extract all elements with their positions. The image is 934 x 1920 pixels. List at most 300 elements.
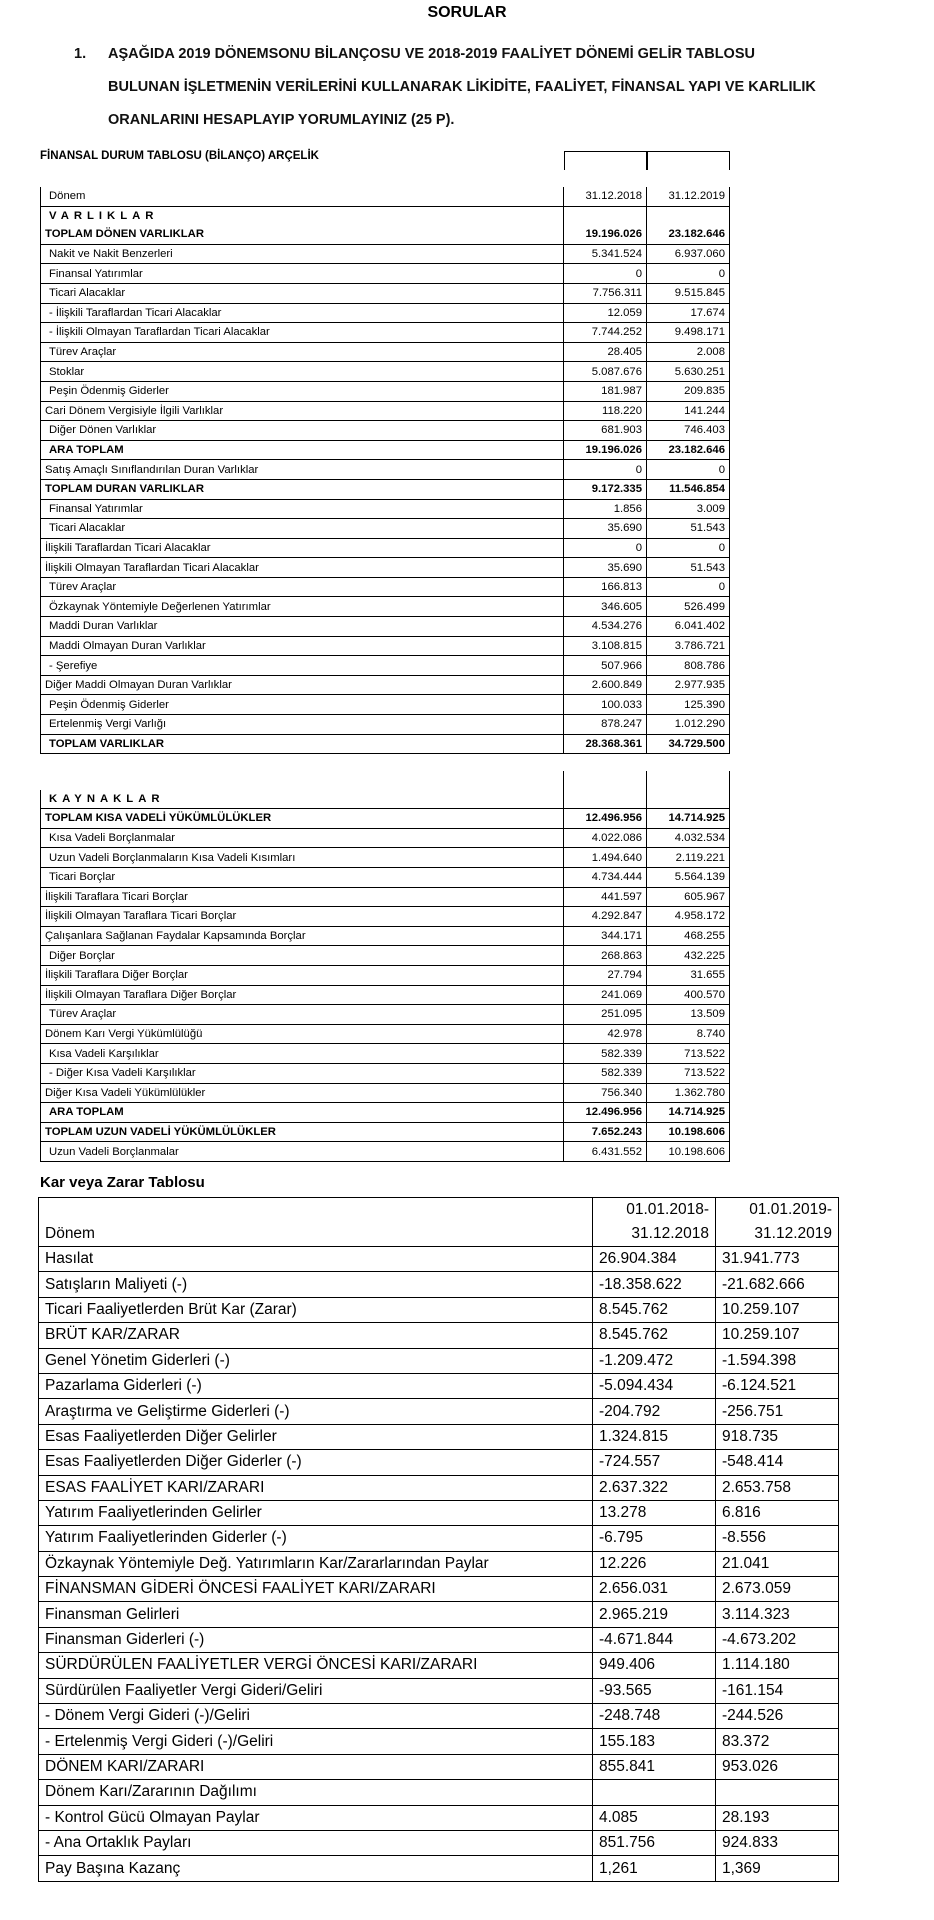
asset-row-value-2: 2.977.935	[647, 675, 730, 695]
liability-row-value-1: 441.597	[564, 887, 647, 907]
liability-row-label: Uzun Vadeli Borçlanmaların Kısa Vadeli Kısımları	[41, 848, 564, 868]
liability-row-label: ARA TOPLAM	[41, 1103, 564, 1123]
asset-row-value-1: 19.196.026	[564, 440, 647, 460]
asset-row-value-1: 1.856	[564, 499, 647, 519]
question-text	[74, 38, 854, 137]
income-row-label: FİNANSMAN GİDERİ ÖNCESİ FAALİYET KARI/ZARARI	[39, 1577, 593, 1602]
liability-row	[41, 867, 730, 887]
liability-row-label: Kısa Vadeli Karşılıklar	[41, 1044, 564, 1064]
period-row-value-2: 31.12.2019	[647, 187, 730, 206]
income-row-label: Hasılat	[39, 1247, 593, 1272]
liability-row-label: İlişkili Olmayan Taraflara Ticari Borçlar	[41, 907, 564, 927]
asset-row-value-2: 9.498.171	[647, 323, 730, 343]
asset-row-value-1: 9.172.335	[564, 479, 647, 499]
income-row-value-1: -4.671.844	[593, 1627, 716, 1652]
liability-row-value-2: 2.119.221	[647, 848, 730, 868]
asset-row-value-1: 5.087.676	[564, 362, 647, 382]
income-row-value-2: 1.114.180	[716, 1653, 839, 1678]
income-row-value-2: 10.259.107	[716, 1297, 839, 1322]
income-row-value-2	[716, 1780, 839, 1805]
income-row	[39, 1653, 839, 1678]
liability-row	[41, 965, 730, 985]
income-statement-table	[38, 1197, 839, 1882]
income-row-value-1: -724.557	[593, 1450, 716, 1475]
income-col-1-line-1: 01.01.2018-	[626, 1201, 709, 1218]
liability-row-value-1: 4.734.444	[564, 867, 647, 887]
asset-row-label: Özkaynak Yöntemiyle Değerlenen Yatırımlar	[41, 597, 564, 617]
income-row-label: Dönem Karı/Zararının Dağılımı	[39, 1780, 593, 1805]
asset-row-value-1: 100.033	[564, 695, 647, 715]
income-col-2-line-1: 01.01.2019-	[749, 1201, 832, 1218]
asset-row	[41, 342, 730, 362]
income-row	[39, 1805, 839, 1830]
liability-row-label: Diğer Kısa Vadeli Yükümlülükler	[41, 1083, 564, 1103]
liabilities-spacer-label	[41, 771, 564, 790]
income-row-value-1: 12.226	[593, 1551, 716, 1576]
income-row-value-2: -161.154	[716, 1678, 839, 1703]
asset-row-value-2: 125.390	[647, 695, 730, 715]
balance-header-box-2	[646, 151, 730, 170]
income-row-value-2: -548.414	[716, 1450, 839, 1475]
income-row	[39, 1856, 839, 1881]
asset-row-label: - Şerefiye	[41, 656, 564, 676]
income-row-value-2: 924.833	[716, 1830, 839, 1855]
asset-row-value-2: 11.546.854	[647, 479, 730, 499]
liability-row	[41, 926, 730, 946]
liability-row-label: İlişkili Taraflara Ticari Borçlar	[41, 887, 564, 907]
asset-row-label: Ticari Alacaklar	[41, 519, 564, 539]
liability-row-value-1: 251.095	[564, 1005, 647, 1025]
income-row-value-2: -21.682.666	[716, 1272, 839, 1297]
asset-row-value-1: 181.987	[564, 381, 647, 401]
asset-row-value-1: 346.605	[564, 597, 647, 617]
income-row	[39, 1475, 839, 1500]
liability-row	[41, 809, 730, 829]
income-row	[39, 1297, 839, 1322]
asset-row	[41, 656, 730, 676]
asset-row-label: İlişkili Taraflardan Ticari Alacaklar	[41, 538, 564, 558]
asset-row	[41, 401, 730, 421]
asset-row	[41, 519, 730, 539]
liabilities-section-header	[41, 790, 730, 809]
liability-row	[41, 1103, 730, 1123]
liability-row-value-2: 713.522	[647, 1063, 730, 1083]
asset-row-value-1: 0	[564, 460, 647, 480]
asset-row-value-1: 118.220	[564, 401, 647, 421]
liability-row-value-1: 344.171	[564, 926, 647, 946]
asset-row-label: - İlişkili Olmayan Taraflardan Ticari Alacaklar	[41, 323, 564, 343]
income-row-label: Finansman Gelirleri	[39, 1602, 593, 1627]
asset-row-value-2: 23.182.646	[647, 440, 730, 460]
asset-row	[41, 381, 730, 401]
liability-row	[41, 1142, 730, 1162]
liability-row	[41, 1063, 730, 1083]
asset-row	[41, 440, 730, 460]
income-row-label: Ticari Faaliyetlerden Brüt Kar (Zarar)	[39, 1297, 593, 1322]
income-row-label: Yatırım Faaliyetlerinden Gelirler	[39, 1500, 593, 1525]
asset-row-value-1: 166.813	[564, 577, 647, 597]
asset-row-label: Finansal Yatırımlar	[41, 499, 564, 519]
asset-row-label: Ertelenmiş Vergi Varlığı	[41, 715, 564, 735]
asset-row	[41, 362, 730, 382]
liability-row-value-1: 756.340	[564, 1083, 647, 1103]
liability-row-label: TOPLAM KISA VADELİ YÜKÜMLÜLÜKLER	[41, 809, 564, 829]
income-row-value-2: 2.653.758	[716, 1475, 839, 1500]
liability-row-label: TOPLAM UZUN VADELİ YÜKÜMLÜLÜKLER	[41, 1122, 564, 1142]
asset-row-value-2: 17.674	[647, 303, 730, 323]
income-col-1-line-2: 31.12.2018	[631, 1225, 709, 1242]
asset-row	[41, 734, 730, 754]
liability-row-value-2: 10.198.606	[647, 1142, 730, 1162]
income-row	[39, 1500, 839, 1525]
asset-row-label: TOPLAM DÖNEN VARLIKLAR	[41, 225, 564, 244]
asset-row	[41, 577, 730, 597]
liability-row	[41, 907, 730, 927]
asset-row-value-2: 23.182.646	[647, 225, 730, 244]
liabilities-section-header-value-1	[564, 790, 647, 809]
income-row	[39, 1450, 839, 1475]
asset-row-value-1: 7.744.252	[564, 323, 647, 343]
asset-row-value-1: 2.600.849	[564, 675, 647, 695]
income-row-value-2: 10.259.107	[716, 1323, 839, 1348]
liability-row-value-2: 10.198.606	[647, 1122, 730, 1142]
liability-row-value-2: 13.509	[647, 1005, 730, 1025]
asset-row-value-2: 6.937.060	[647, 244, 730, 264]
income-row	[39, 1272, 839, 1297]
liabilities-spacer-value-2	[647, 771, 730, 790]
income-period-label: Dönem	[39, 1198, 593, 1247]
income-row-value-2: -6.124.521	[716, 1373, 839, 1398]
asset-row-label: ARA TOPLAM	[41, 440, 564, 460]
income-row-value-1: -1.209.472	[593, 1348, 716, 1373]
asset-row	[41, 244, 730, 264]
asset-row	[41, 421, 730, 441]
asset-row-label: Stoklar	[41, 362, 564, 382]
income-row-label: Esas Faaliyetlerden Diğer Gelirler	[39, 1424, 593, 1449]
balance-sheet-liabilities-table	[40, 771, 730, 1162]
assets-section-header-label: VARLIKLAR	[41, 206, 564, 225]
income-row	[39, 1729, 839, 1754]
asset-row-value-2: 34.729.500	[647, 734, 730, 754]
asset-row-value-1: 0	[564, 264, 647, 284]
liability-row-value-2: 713.522	[647, 1044, 730, 1064]
income-row-value-2: 83.372	[716, 1729, 839, 1754]
asset-row-value-1: 5.341.524	[564, 244, 647, 264]
income-header-row	[39, 1198, 839, 1247]
income-row-value-2: -4.673.202	[716, 1627, 839, 1652]
asset-row-label: Maddi Olmayan Duran Varlıklar	[41, 636, 564, 656]
income-row	[39, 1348, 839, 1373]
income-row-label: - Ertelenmiş Vergi Gideri (-)/Geliri	[39, 1729, 593, 1754]
liability-row-label: Ticari Borçlar	[41, 867, 564, 887]
asset-row-label: Diğer Dönen Varlıklar	[41, 421, 564, 441]
liability-row-value-1: 27.794	[564, 965, 647, 985]
asset-row-value-2: 0	[647, 577, 730, 597]
income-row-value-2: 6.816	[716, 1500, 839, 1525]
income-row	[39, 1323, 839, 1348]
asset-row-label: Nakit ve Nakit Benzerleri	[41, 244, 564, 264]
asset-row-label: Türev Araçlar	[41, 577, 564, 597]
asset-row	[41, 715, 730, 735]
income-col-2-line-2: 31.12.2019	[754, 1225, 832, 1242]
income-row-value-1: 855.841	[593, 1754, 716, 1779]
income-row	[39, 1754, 839, 1779]
income-row-value-2: 918.735	[716, 1424, 839, 1449]
income-row-label: ESAS FAALİYET KARI/ZARARI	[39, 1475, 593, 1500]
asset-row	[41, 283, 730, 303]
liability-row-value-1: 582.339	[564, 1063, 647, 1083]
income-row	[39, 1577, 839, 1602]
asset-row-label: Peşin Ödenmiş Giderler	[41, 381, 564, 401]
income-row-value-1: 4.085	[593, 1805, 716, 1830]
income-row-value-2: 28.193	[716, 1805, 839, 1830]
income-row	[39, 1424, 839, 1449]
liability-row-value-2: 1.362.780	[647, 1083, 730, 1103]
liabilities-spacer	[41, 771, 730, 790]
liability-row-label: Uzun Vadeli Borçlanmalar	[41, 1142, 564, 1162]
liability-row-value-2: 605.967	[647, 887, 730, 907]
asset-row-label: Cari Dönem Vergisiyle İlgili Varlıklar	[41, 401, 564, 421]
liability-row-label: Diğer Borçlar	[41, 946, 564, 966]
income-row-value-2: -244.526	[716, 1704, 839, 1729]
period-row	[41, 187, 730, 206]
income-row	[39, 1780, 839, 1805]
liability-row-value-2: 5.564.139	[647, 867, 730, 887]
income-row-label: Finansman Giderleri (-)	[39, 1627, 593, 1652]
income-row-value-1: -18.358.622	[593, 1272, 716, 1297]
asset-row-value-2: 526.499	[647, 597, 730, 617]
asset-row	[41, 499, 730, 519]
income-row-value-1: 155.183	[593, 1729, 716, 1754]
asset-row	[41, 323, 730, 343]
income-row-label: - Dönem Vergi Gideri (-)/Geliri	[39, 1704, 593, 1729]
income-row	[39, 1399, 839, 1424]
asset-row	[41, 558, 730, 578]
asset-row-label: İlişkili Olmayan Taraflardan Ticari Alacaklar	[41, 558, 564, 578]
income-row-label: Pazarlama Giderleri (-)	[39, 1373, 593, 1398]
income-row-label: BRÜT KAR/ZARAR	[39, 1323, 593, 1348]
assets-section-header-value-2	[647, 206, 730, 225]
asset-row-label: Peşin Ödenmiş Giderler	[41, 695, 564, 715]
asset-row-value-2: 808.786	[647, 656, 730, 676]
liability-row	[41, 828, 730, 848]
income-row-value-1: 2.637.322	[593, 1475, 716, 1500]
period-row-label: Dönem	[41, 187, 564, 206]
asset-row-value-2: 1.012.290	[647, 715, 730, 735]
liability-row	[41, 1122, 730, 1142]
asset-row-value-2: 6.041.402	[647, 617, 730, 637]
income-row-label: Genel Yönetim Giderleri (-)	[39, 1348, 593, 1373]
asset-row-value-2: 0	[647, 264, 730, 284]
asset-row-value-1: 4.534.276	[564, 617, 647, 637]
liability-row-value-1: 7.652.243	[564, 1122, 647, 1142]
liability-row-value-1: 4.292.847	[564, 907, 647, 927]
income-row-value-2: 31.941.773	[716, 1247, 839, 1272]
asset-row-label: TOPLAM DURAN VARLIKLAR	[41, 479, 564, 499]
income-row-label: Araştırma ve Geliştirme Giderleri (-)	[39, 1399, 593, 1424]
asset-row-label: Türev Araçlar	[41, 342, 564, 362]
asset-row-value-1: 681.903	[564, 421, 647, 441]
income-row-value-1: 8.545.762	[593, 1297, 716, 1322]
asset-row-value-1: 507.966	[564, 656, 647, 676]
asset-row-value-2: 0	[647, 460, 730, 480]
asset-row	[41, 460, 730, 480]
income-row-label: SÜRDÜRÜLEN FAALİYETLER VERGİ ÖNCESİ KARI/ZARARI	[39, 1653, 593, 1678]
liability-row-value-2: 468.255	[647, 926, 730, 946]
question-line-1: AŞAĞIDA 2019 DÖNEMSONU BİLANÇOSU VE 2018-2019 FAALİYET DÖNEMİ GELİR TABLOSU	[108, 46, 755, 62]
asset-row	[41, 225, 730, 244]
income-row	[39, 1627, 839, 1652]
income-row-value-2: -1.594.398	[716, 1348, 839, 1373]
income-row-label: - Kontrol Gücü Olmayan Paylar	[39, 1805, 593, 1830]
asset-row	[41, 636, 730, 656]
income-row-label: Esas Faaliyetlerden Diğer Giderler (-)	[39, 1450, 593, 1475]
liability-row-label: Kısa Vadeli Borçlanmalar	[41, 828, 564, 848]
asset-row-value-1: 12.059	[564, 303, 647, 323]
income-row-value-2: 1,369	[716, 1856, 839, 1881]
liability-row-value-2: 4.958.172	[647, 907, 730, 927]
liability-row-value-2: 31.655	[647, 965, 730, 985]
asset-row-value-1: 28.368.361	[564, 734, 647, 754]
income-row-label: Sürdürülen Faaliyetler Vergi Gideri/Geliri	[39, 1678, 593, 1703]
liability-row-value-2: 8.740	[647, 1024, 730, 1044]
asset-row-label: Maddi Duran Varlıklar	[41, 617, 564, 637]
income-row-value-1: 1,261	[593, 1856, 716, 1881]
liability-row-value-1: 268.863	[564, 946, 647, 966]
liability-row-value-1: 12.496.956	[564, 809, 647, 829]
asset-row-value-1: 0	[564, 538, 647, 558]
asset-row-value-1: 7.756.311	[564, 283, 647, 303]
liability-row-value-1: 4.022.086	[564, 828, 647, 848]
income-col-2-header	[716, 1198, 839, 1247]
question-line-2b: LİKİDİTE, FAALİYET, FİNANSAL YAPI VE KARLILIK	[466, 79, 816, 95]
income-statement-title: Kar veya Zarar Tablosu	[40, 1174, 205, 1191]
income-row-value-1: 851.756	[593, 1830, 716, 1855]
question-line-2a: BULUNAN İŞLETMENİN VERİLERİNİ KULLANARAK	[108, 79, 467, 95]
liability-row-value-1: 241.069	[564, 985, 647, 1005]
income-row	[39, 1704, 839, 1729]
income-row	[39, 1551, 839, 1576]
income-row-value-1: 2.656.031	[593, 1577, 716, 1602]
income-row-value-1: -6.795	[593, 1526, 716, 1551]
income-row-value-1: -248.748	[593, 1704, 716, 1729]
liability-row-label: Türev Araçlar	[41, 1005, 564, 1025]
asset-row-value-1: 19.196.026	[564, 225, 647, 244]
income-row-value-1: -93.565	[593, 1678, 716, 1703]
asset-row-value-2: 5.630.251	[647, 362, 730, 382]
asset-row	[41, 695, 730, 715]
income-row	[39, 1602, 839, 1627]
liability-row-value-2: 4.032.534	[647, 828, 730, 848]
income-row	[39, 1373, 839, 1398]
asset-row	[41, 538, 730, 558]
liability-row-label: Çalışanlara Sağlanan Faydalar Kapsamında Borçlar	[41, 926, 564, 946]
assets-section-header	[41, 206, 730, 225]
income-col-1-header	[593, 1198, 716, 1247]
question-line-3a: ORANLARINI HESAPLAYIP YORUMLAYINIZ	[108, 112, 411, 128]
income-row-label: DÖNEM KARI/ZARARI	[39, 1754, 593, 1779]
income-row-value-1: 2.965.219	[593, 1602, 716, 1627]
income-row	[39, 1526, 839, 1551]
asset-row	[41, 303, 730, 323]
asset-row-value-2: 3.786.721	[647, 636, 730, 656]
asset-row-value-1: 878.247	[564, 715, 647, 735]
liability-row	[41, 1083, 730, 1103]
income-row-value-2: 2.673.059	[716, 1577, 839, 1602]
asset-row-value-1: 35.690	[564, 519, 647, 539]
asset-row-value-2: 51.543	[647, 558, 730, 578]
liability-row-value-1: 582.339	[564, 1044, 647, 1064]
asset-row-value-1: 28.405	[564, 342, 647, 362]
asset-row	[41, 597, 730, 617]
income-row	[39, 1678, 839, 1703]
liability-row	[41, 848, 730, 868]
asset-row	[41, 617, 730, 637]
income-row-value-2: 21.041	[716, 1551, 839, 1576]
asset-row-value-2: 51.543	[647, 519, 730, 539]
income-row	[39, 1247, 839, 1272]
asset-row	[41, 675, 730, 695]
income-row-value-1	[593, 1780, 716, 1805]
liability-row-value-2: 14.714.925	[647, 809, 730, 829]
asset-row-label: Finansal Yatırımlar	[41, 264, 564, 284]
asset-row-value-2: 209.835	[647, 381, 730, 401]
liability-row-value-1: 12.496.956	[564, 1103, 647, 1123]
period-row-value-1: 31.12.2018	[564, 187, 647, 206]
asset-row-value-1: 35.690	[564, 558, 647, 578]
liabilities-section-header-value-2	[647, 790, 730, 809]
liability-row	[41, 1044, 730, 1064]
liability-row-label: - Diğer Kısa Vadeli Karşılıklar	[41, 1063, 564, 1083]
income-row-value-1: 13.278	[593, 1500, 716, 1525]
liability-row-label: Dönem Karı Vergi Yükümlülüğü	[41, 1024, 564, 1044]
balance-sheet-title: FİNANSAL DURUM TABLOSU (BİLANÇO) ARÇELİK	[40, 150, 319, 162]
income-row-label: Özkaynak Yöntemiyle Değ. Yatırımların Kar/Zararlarından Paylar	[39, 1551, 593, 1576]
asset-row-value-2: 9.515.845	[647, 283, 730, 303]
liabilities-spacer-value-1	[564, 771, 647, 790]
liabilities-section-header-label: KAYNAKLAR	[41, 790, 564, 809]
balance-sheet-assets-table	[40, 187, 730, 754]
liability-row-value-1: 42.978	[564, 1024, 647, 1044]
page-header: SORULAR	[427, 4, 507, 21]
asset-row-value-2: 0	[647, 538, 730, 558]
liability-row-value-1: 6.431.552	[564, 1142, 647, 1162]
liability-row	[41, 887, 730, 907]
income-row-value-1: 8.545.762	[593, 1323, 716, 1348]
asset-row-label: - İlişkili Taraflardan Ticari Alacaklar	[41, 303, 564, 323]
liability-row	[41, 985, 730, 1005]
asset-row-value-2: 2.008	[647, 342, 730, 362]
asset-row-label: Diğer Maddi Olmayan Duran Varlıklar	[41, 675, 564, 695]
liability-row-label: İlişkili Olmayan Taraflara Diğer Borçlar	[41, 985, 564, 1005]
liability-row-value-1: 1.494.640	[564, 848, 647, 868]
income-row-label: Yatırım Faaliyetlerinden Giderler (-)	[39, 1526, 593, 1551]
question-line-3b: (25 P).	[410, 112, 455, 128]
income-row-value-2: 953.026	[716, 1754, 839, 1779]
assets-section-header-value-1	[564, 206, 647, 225]
liability-row-label: İlişkili Taraflara Diğer Borçlar	[41, 965, 564, 985]
income-row-value-1: -5.094.434	[593, 1373, 716, 1398]
income-row-value-1: 949.406	[593, 1653, 716, 1678]
income-row-label: - Ana Ortaklık Payları	[39, 1830, 593, 1855]
balance-header-box-1	[564, 151, 648, 170]
income-row-label: Pay Başına Kazanç	[39, 1856, 593, 1881]
income-row-value-1: 1.324.815	[593, 1424, 716, 1449]
asset-row-value-2: 746.403	[647, 421, 730, 441]
liability-row-value-2: 400.570	[647, 985, 730, 1005]
income-row-value-2: 3.114.323	[716, 1602, 839, 1627]
asset-row-label: Satış Amaçlı Sınıflandırılan Duran Varlıklar	[41, 460, 564, 480]
